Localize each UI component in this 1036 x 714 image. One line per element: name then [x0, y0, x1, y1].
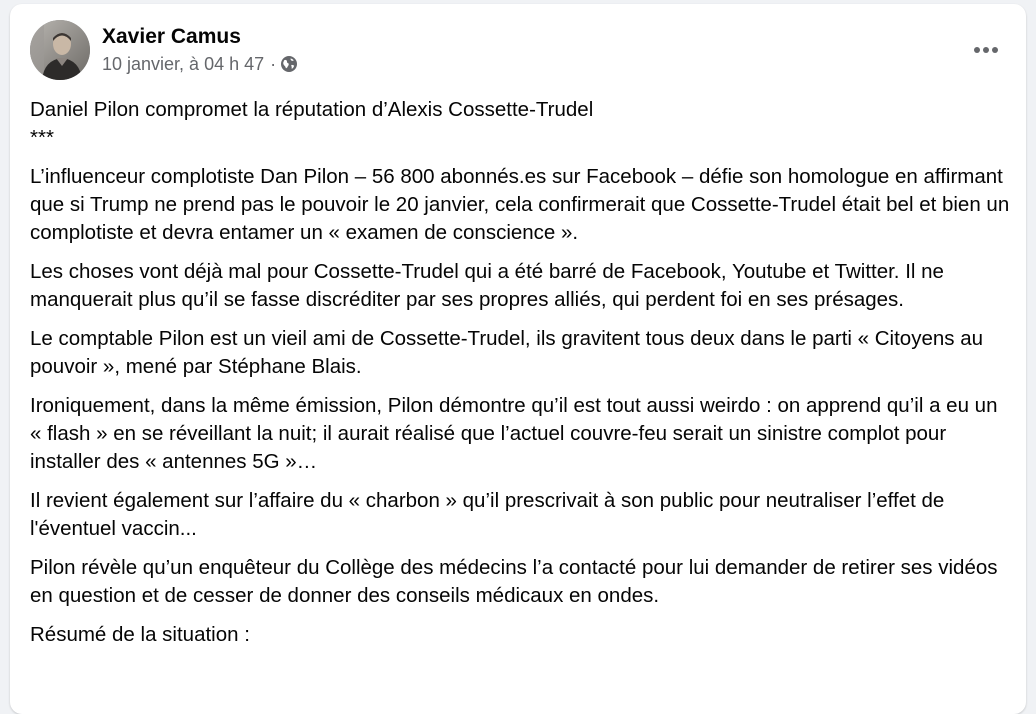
post-paragraph: Le comptable Pilon est un vieil ami de Cossette-Trudel, ils gravitent tous deux dans le parti « Citoyens au pouvoir », mené par Stéphane Blais.	[30, 327, 983, 378]
post-body	[30, 96, 1010, 660]
facebook-post	[10, 4, 1026, 714]
post-paragraph: Les choses vont déjà mal pour Cossette-Trudel qui a été barré de Facebook, Youtube et Twitter. Il ne manquerait plus qu’il se fasse discréditer par ses propres alliés, qui perdent foi en ses présages.	[30, 260, 944, 311]
post-title-line: Daniel Pilon compromet la réputation d’Alexis Cossette-Trudel	[30, 98, 594, 121]
post-timestamp[interactable]: 10 janvier, à 04 h 47	[102, 54, 265, 74]
separator: ·	[270, 54, 277, 74]
more-options-button[interactable]	[968, 32, 1004, 68]
post-meta	[102, 24, 298, 76]
post-paragraph: L’influenceur complotiste Dan Pilon – 56 800 abonnés.es sur Facebook – défie son homologue en affirmant que si Trump ne prend pas le pouvoir le 20 janvier, cela confirmerait que Cossette-Trudel était bel et bien un complotiste et devra entamer un « examen de conscience ».	[30, 165, 1010, 244]
globe-icon[interactable]	[280, 55, 298, 73]
post-paragraph: Pilon révèle qu’un enquêteur du Collège des médecins l’a contacté pour lui demander de retirer ses vidéos en question et de cesser de donner des conseils médicaux en ondes.	[30, 556, 998, 607]
post-paragraph: Il revient également sur l’affaire du « charbon » qu’il prescrivait à son public pour neutraliser l’effet de l'éventuel vaccin...	[30, 489, 945, 540]
post-subline	[102, 52, 298, 76]
avatar-image	[30, 20, 90, 80]
avatar[interactable]	[30, 20, 90, 80]
post-separator-line: ***	[30, 126, 54, 149]
post-header	[30, 20, 298, 80]
more-options-icon	[973, 46, 999, 54]
author-name[interactable]: Xavier Camus	[102, 25, 241, 48]
post-paragraph: Ironiquement, dans la même émission, Pilon démontre qu’il est tout aussi weirdo : on apprend qu’il a eu un « flash » en se réveillant la nuit; il aurait réalisé que l’actuel couvre-feu serait un sinistre complot pour installer des « antennes 5G »…	[30, 394, 998, 473]
post-paragraph: Résumé de la situation :	[30, 623, 250, 646]
